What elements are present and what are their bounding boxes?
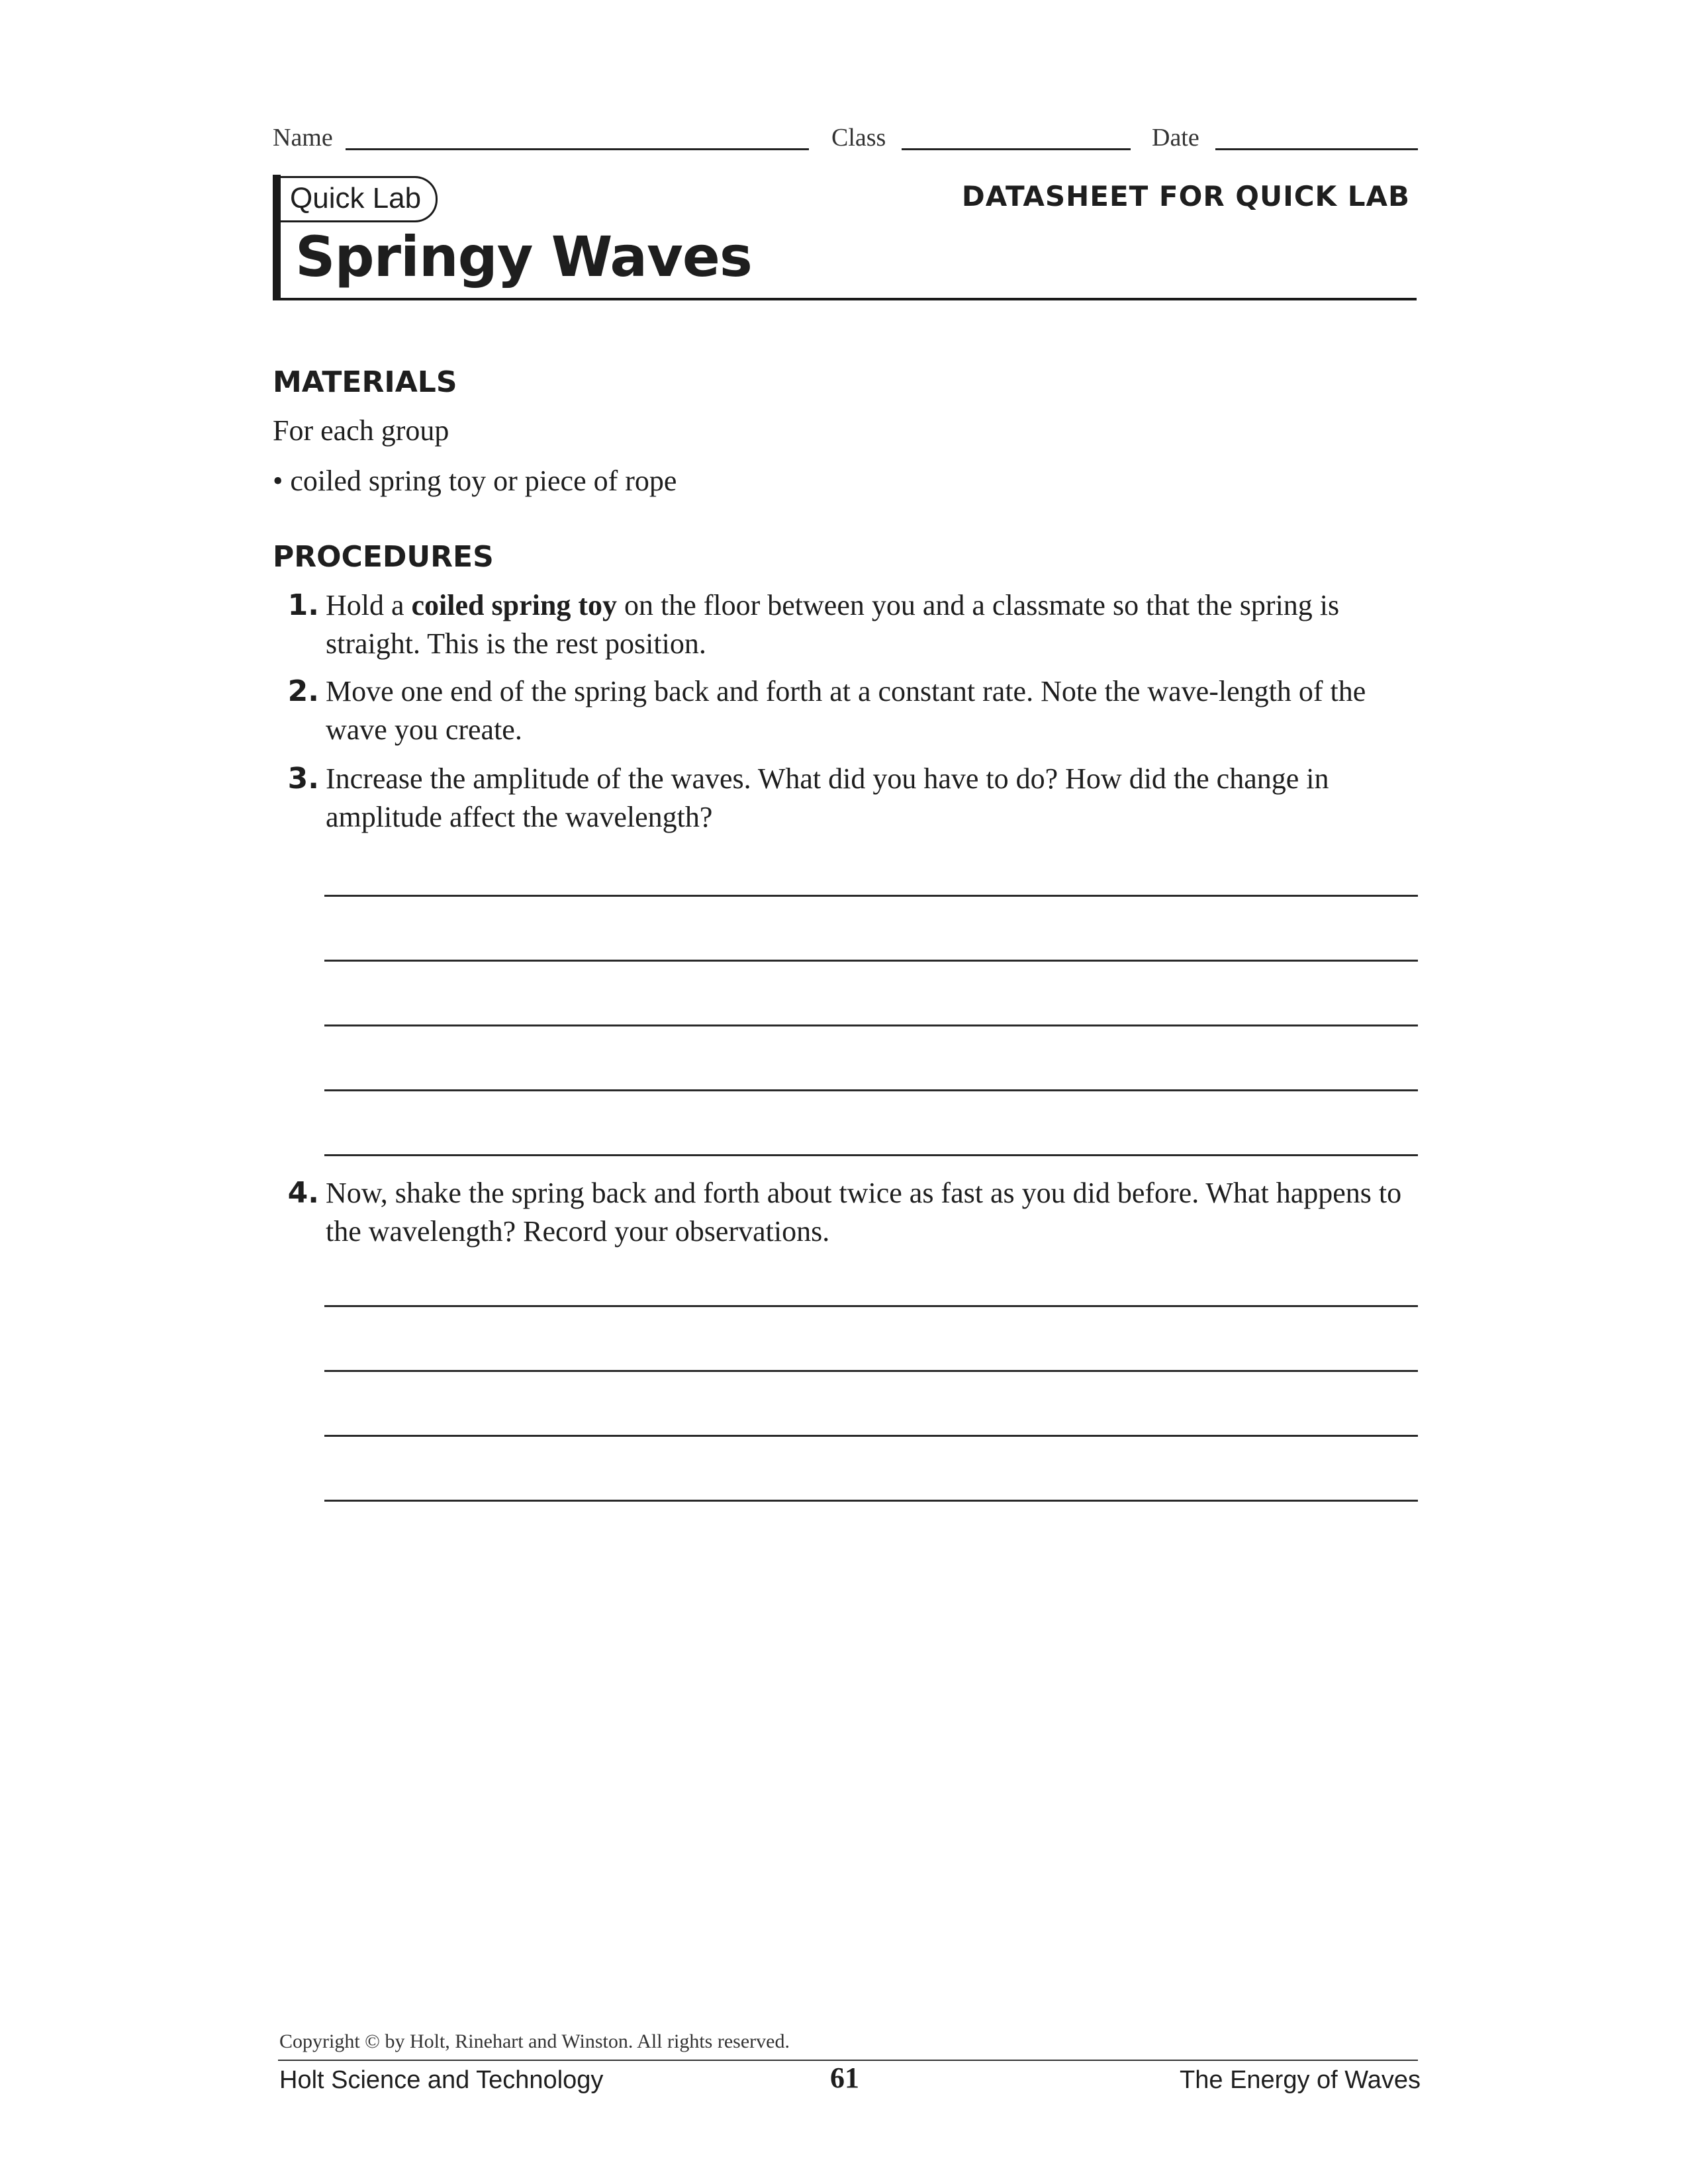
materials-list-item [273, 462, 677, 500]
step-text: Increase the amplitude of the waves. What did you have to do? How did the change in amplitude affect the wavelength? [326, 762, 1329, 833]
emphasis-text: coiled spring toy [411, 589, 617, 621]
step-number: 2. [287, 674, 319, 708]
answer-line[interactable] [324, 1089, 1418, 1091]
procedures-heading: PROCEDURES [273, 540, 494, 574]
date-field[interactable] [1215, 148, 1418, 150]
procedure-step-3 [286, 760, 1425, 839]
step-number: 4. [287, 1176, 319, 1210]
answer-line[interactable] [324, 1435, 1418, 1437]
material-item-text: coiled spring toy or piece of rope [290, 465, 677, 497]
footer-chapter: The Energy of Waves [1180, 2066, 1421, 2094]
step-text: Hold a coiled spring toy on the floor between you and a classmate so that the spring is straight. This is the rest position. [326, 589, 1340, 660]
name-label: Name [273, 124, 333, 152]
page-number: 61 [830, 2062, 859, 2094]
procedure-step-4 [286, 1174, 1425, 1253]
answer-line[interactable] [324, 1024, 1418, 1026]
date-label: Date [1152, 124, 1199, 152]
procedure-step-2 [286, 672, 1425, 752]
quick-lab-tab: Quick Lab [281, 176, 438, 222]
materials-heading: MATERIALS [273, 365, 457, 399]
answer-line[interactable] [324, 1154, 1418, 1156]
procedure-step-1 [286, 586, 1425, 666]
name-field[interactable] [346, 148, 809, 150]
materials-intro: For each group [273, 414, 449, 447]
step-text: Move one end of the spring back and forth at a constant rate. Note the wave-length of the wave you create. [326, 675, 1366, 746]
step-number: 3. [287, 762, 319, 796]
bullet-icon: • [273, 465, 283, 497]
class-label: Class [831, 124, 886, 152]
title-divider [273, 298, 1417, 300]
answer-line[interactable] [324, 1305, 1418, 1307]
step-text: Now, shake the spring back and forth about twice as fast as you did before. What happens to the wavelength? Record your observations. [326, 1177, 1402, 1248]
answer-line[interactable] [324, 1370, 1418, 1372]
title-accent-bar [273, 175, 281, 298]
page-title: Springy Waves [295, 224, 752, 289]
answer-line[interactable] [324, 895, 1418, 897]
answer-line[interactable] [324, 1500, 1418, 1502]
footer-publication: Holt Science and Technology [279, 2066, 604, 2094]
answer-line[interactable] [324, 960, 1418, 962]
class-field[interactable] [902, 148, 1131, 150]
datasheet-label: DATASHEET FOR QUICK LAB [961, 180, 1410, 212]
step-number: 1. [287, 588, 319, 622]
copyright-notice: Copyright © by Holt, Rinehart and Winston. All rights reserved. [279, 2030, 790, 2052]
